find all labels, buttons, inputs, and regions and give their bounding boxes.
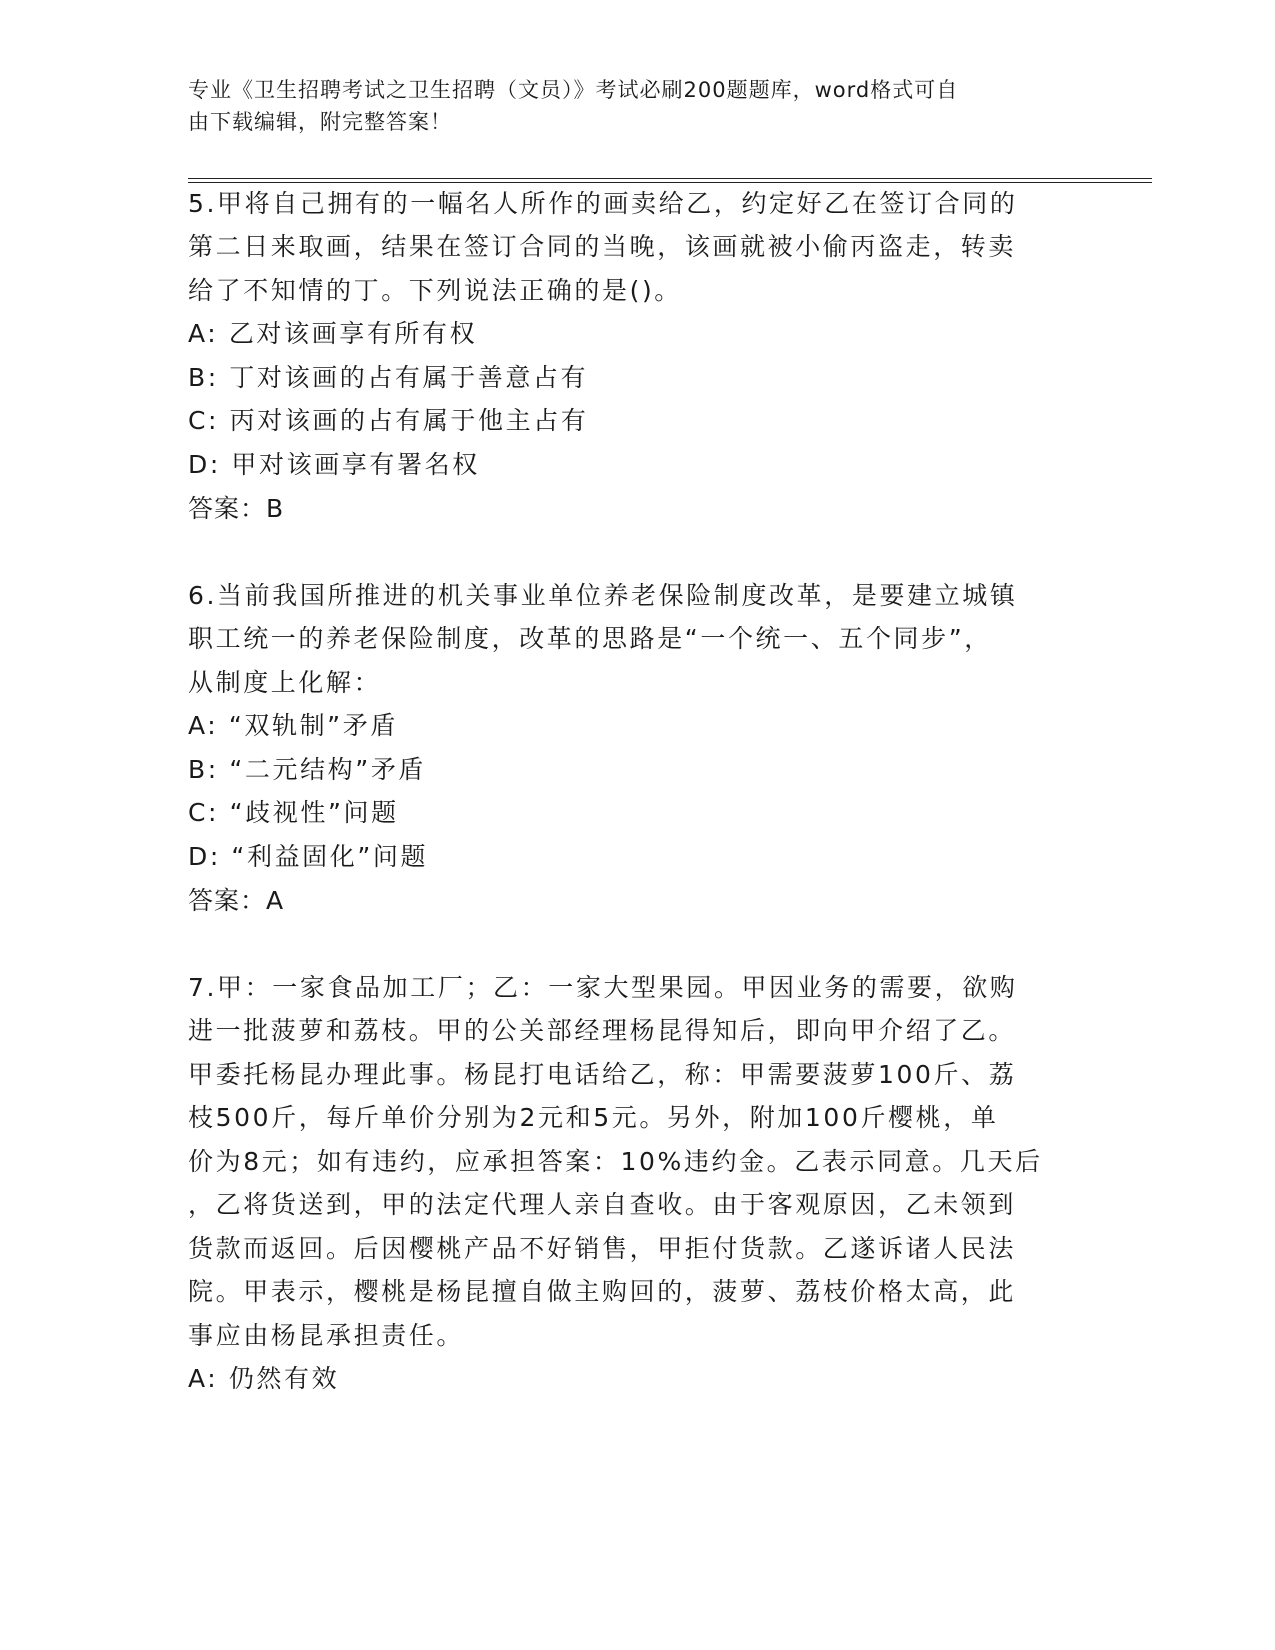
header-divider-bottom: [188, 182, 1152, 183]
question-6-line-1: 6.当前我国所推进的机关事业单位养老保险制度改革，是要建立城镇: [188, 581, 1018, 610]
question-5-option-d: D: 甲对该画享有署名权: [188, 450, 480, 479]
question-5-answer: 答案：B: [188, 494, 285, 523]
question-7-line-9: 事应由杨昆承担责任。: [188, 1321, 465, 1350]
header-divider-top: [188, 178, 1152, 179]
question-7-line-4: 枝500斤，每斤单价分别为2元和5元。另外，附加100斤樱桃，单: [188, 1103, 999, 1132]
question-5-line-3: 给了不知情的丁。下列说法正确的是()。: [188, 276, 682, 305]
question-5-option-b: B: 丁对该画的占有属于善意占有: [188, 363, 589, 392]
question-6-option-b: B: “二元结构”矛盾: [188, 755, 427, 784]
question-6-answer: 答案：A: [188, 886, 285, 915]
question-7-line-7: 货款而返回。后因樱桃产品不好销售，甲拒付货款。乙遂诉诸人民法: [188, 1234, 1017, 1263]
question-6-line-3: 从制度上化解：: [188, 668, 382, 697]
question-6-option-a: A: “双轨制”矛盾: [188, 711, 398, 740]
question-7-option-a: A: 仍然有效: [188, 1364, 340, 1393]
question-5-line-1: 5.甲将自己拥有的一幅名人所作的画卖给乙，约定好乙在签订合同的: [188, 189, 1018, 218]
question-6-option-d: D: “利益固化”问题: [188, 842, 429, 871]
question-6-line-2: 职工统一的养老保险制度，改革的思路是“一个统一、五个同步”，: [188, 624, 992, 653]
question-5-option-a: A: 乙对该画享有所有权: [188, 319, 478, 348]
question-7-line-5: 价为8元；如有违约，应承担答案：10%违约金。乙表示同意。几天后: [188, 1147, 1043, 1176]
question-7-line-2: 进一批菠萝和荔枝。甲的公关部经理杨昆得知后，即向甲介绍了乙。: [188, 1016, 1017, 1045]
question-7-line-3: 甲委托杨昆办理此事。杨昆打电话给乙，称：甲需要菠萝100斤、荔: [188, 1060, 1017, 1089]
header-line-1: 专业《卫生招聘考试之卫生招聘（文员）》考试必刷200题题库，word格式可自: [188, 78, 959, 102]
document-header: [188, 74, 1068, 138]
question-7-line-6: ，乙将货送到，甲的法定代理人亲自查收。由于客观原因，乙未领到: [188, 1190, 1017, 1219]
question-6-option-c: C: “歧视性”问题: [188, 798, 399, 827]
question-5-line-2: 第二日来取画，结果在签订合同的当晚，该画就被小偷丙盗走，转卖: [188, 232, 1017, 261]
question-7-line-1: 7.甲：一家食品加工厂；乙：一家大型果园。甲因业务的需要，欲购: [188, 973, 1018, 1002]
question-5-option-c: C: 丙对该画的占有属于他主占有: [188, 406, 589, 435]
header-line-2: 由下载编辑，附完整答案！: [188, 110, 452, 134]
question-7-line-8: 院。甲表示，樱桃是杨昆擅自做主购回的，菠萝、荔枝价格太高，此: [188, 1277, 1017, 1306]
